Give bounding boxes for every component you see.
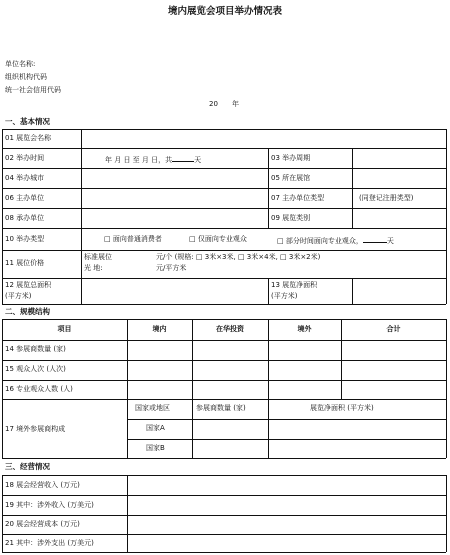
row-business-cost: 20 展会经营成本 (万元): [5, 520, 80, 528]
table-border: [2, 168, 446, 169]
table-border: [127, 419, 446, 420]
table-border: [2, 458, 446, 459]
table-border: [2, 319, 446, 320]
row-exhibition-name: 01 展览会名称: [5, 134, 52, 142]
credit-code-label: 统一社会信用代码: [5, 86, 61, 94]
hold-time-dates: [105, 155, 201, 164]
hold-type-days: 天: [386, 237, 394, 245]
row-foreign-expense: 21 其中：涉外支出 (万美元): [5, 539, 94, 547]
table-border: [2, 399, 446, 400]
col-country-region: 国家或地区: [135, 404, 170, 412]
booth-standard-label: 标准展位: [84, 253, 112, 261]
row-overseas-composition: 17 境外参展商构成: [5, 425, 66, 433]
table-border: [2, 228, 446, 229]
booth-raw-space-label: 光 地:: [84, 264, 103, 272]
row-exhibition-category: 09 展览类别: [271, 214, 311, 222]
table-border: [2, 340, 446, 341]
country-b: 国家B: [146, 444, 165, 452]
table-border: [2, 319, 3, 458]
col-header-total: 合计: [386, 325, 401, 333]
table-border: [2, 188, 446, 189]
row-total-area: 12 展览总面积: [5, 281, 52, 289]
col-header-item: 项目: [57, 325, 72, 333]
table-border: [81, 129, 82, 304]
table-border: [2, 250, 446, 251]
net-area-unit: (平方米): [271, 292, 298, 300]
table-border: [446, 475, 447, 552]
table-border: [268, 399, 269, 458]
unit-name-label: 单位名称:: [5, 60, 36, 68]
table-border: [352, 278, 353, 304]
page-title: 境内展览会项目举办情况表: [167, 6, 282, 17]
table-border: [446, 129, 447, 304]
col-header-overseas: 境外: [297, 325, 312, 333]
row-visitor-count: 15 观众人次 (人次): [5, 365, 66, 373]
row-hold-cycle: 03 举办周期: [271, 154, 311, 162]
row-organizer: 06 主办单位: [5, 194, 45, 202]
country-a: 国家A: [146, 424, 165, 432]
hold-type-option-professional[interactable]: □ 仅面向专业观众: [189, 235, 247, 243]
table-border: [2, 360, 446, 361]
row-foreign-income: 19 其中：涉外收入 (万美元): [5, 501, 94, 509]
row-booth-price: 11 展位价格: [5, 259, 45, 267]
table-border: [2, 515, 446, 516]
table-border: [2, 552, 446, 553]
row-contractor: 08 承办单位: [5, 214, 45, 222]
org-code-label: 组织机构代码: [5, 73, 47, 81]
year-label: 年: [232, 100, 239, 108]
row-organizer-type: 07 主办单位类型: [271, 194, 325, 202]
organizer-type-note: (同登记注册类型): [359, 194, 414, 202]
hold-time-days: 天: [194, 156, 202, 164]
table-border: [2, 380, 446, 381]
hold-type-partial-text: □ 部分时间面向专业观众，: [277, 237, 363, 245]
year-number: 20: [209, 100, 218, 108]
col-exhibitor-count: 参展商数量 (家): [196, 404, 246, 412]
row-venue: 05 所在展馆: [271, 174, 311, 182]
row-hold-type: 10 举办类型: [5, 235, 45, 243]
table-border: [2, 129, 3, 304]
total-area-unit: (平方米): [5, 292, 32, 300]
table-border: [268, 148, 269, 228]
section-basic-title: 一、基本情况: [5, 117, 50, 126]
table-border: [446, 319, 447, 458]
table-border: [352, 148, 353, 228]
row-hold-time: 02 举办时间: [5, 154, 45, 162]
col-header-domestic: 境内: [152, 325, 167, 333]
table-border: [2, 534, 446, 535]
table-border: [2, 475, 446, 476]
hold-type-option-consumer[interactable]: □ 面向普通消费者: [104, 235, 162, 243]
row-business-income: 18 展会经营收入 (万元): [5, 481, 80, 489]
table-border: [127, 439, 446, 440]
hold-type-option-partial[interactable]: [277, 236, 394, 245]
table-border: [2, 475, 3, 552]
table-border: [127, 475, 128, 552]
table-border: [268, 278, 269, 304]
table-border: [2, 208, 446, 209]
row-net-area: 13 展览净面积: [271, 281, 318, 289]
table-border: [127, 319, 128, 458]
booth-raw-space-price: 元/平方米: [156, 264, 187, 272]
hold-time-text: 年 月 日 至 月 日，共: [105, 156, 173, 164]
table-border: [2, 278, 446, 279]
row-exhibitor-count: 14 参展商数量 (家): [5, 345, 66, 353]
row-professional-visitors: 16 专业观众人数 (人): [5, 385, 73, 393]
table-border: [192, 319, 193, 458]
row-hold-city: 04 举办城市: [5, 174, 45, 182]
table-border: [2, 129, 446, 130]
table-border: [2, 148, 446, 149]
col-net-area: 展览净面积 (平方米): [310, 404, 374, 412]
section-scale-title: 二、规模结构: [5, 307, 50, 316]
col-header-foreign-invested: 在华投资: [216, 325, 244, 333]
table-border: [2, 304, 446, 305]
table-border: [2, 495, 446, 496]
section-business-title: 三、经营情况: [5, 462, 50, 471]
booth-standard-price: 元/个 (规格: □ 3米×3米, □ 3米×4米, □ 3米×2米): [156, 253, 321, 261]
